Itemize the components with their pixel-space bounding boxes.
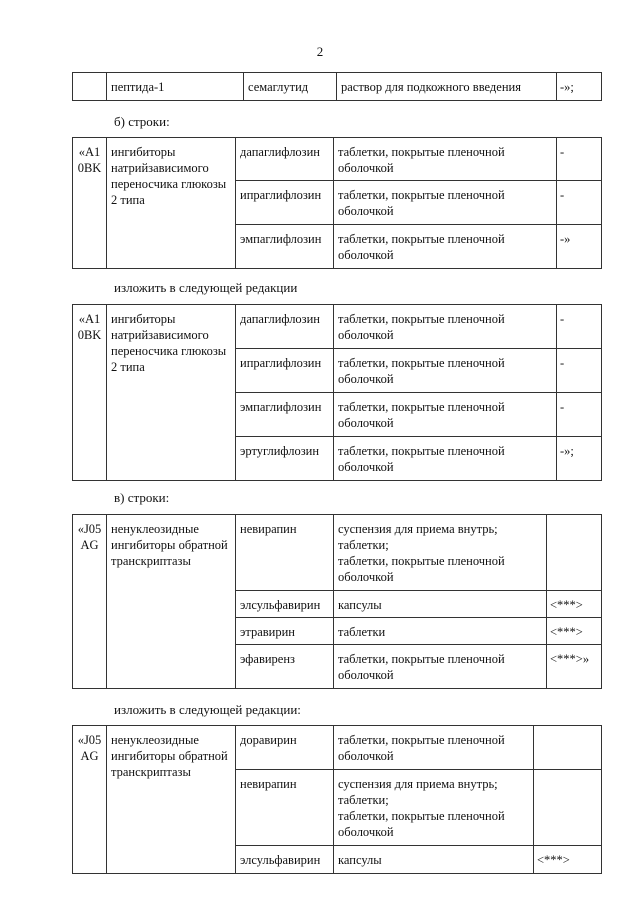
table-row [73,515,602,591]
drug-cell: эмпаглифлозин [236,225,334,269]
section-v-new-table [72,725,602,874]
drug-cell: элсульфавирин [236,591,334,618]
form-cell: таблетки, покрытые пленочной оболочкой [334,181,557,225]
drug-cell: ипраглифлозин [236,349,334,393]
drug-cell: дапаглифлозин [236,305,334,349]
form-line: таблетки, покрытые пленочной оболочкой [338,554,505,584]
section-b-new-table [72,304,602,481]
note-cell: -»; [557,73,602,101]
code-line: «J05 [77,733,102,747]
form-line: таблетки, покрытые пленочной оболочкой [338,809,505,839]
group-cell: ингибиторы натрийзависимого переносчика глюкозы 2 типа [107,138,236,269]
note-cell [547,515,602,591]
code-line: «J05 [77,522,102,536]
code-cell [73,73,107,101]
code-line: AG [80,749,99,763]
group-cell: ингибиторы натрийзависимого переносчика глюкозы 2 типа [107,305,236,481]
code-line: 0BK [77,328,102,342]
drug-cell: элсульфавирин [236,846,334,874]
form-line: капсулы [338,853,382,867]
table-row [73,726,602,770]
code-line: AG [80,538,99,552]
note-cell: -»; [557,437,602,481]
form-cell [334,515,547,591]
note-cell: <***>» [547,645,602,689]
drug-cell: невирапин [236,770,334,846]
form-line: таблетки; [338,538,389,552]
drug-cell: невирапин [236,515,334,591]
form-cell [334,591,547,618]
note-cell [534,726,602,770]
table-row [73,138,602,181]
note-cell [534,770,602,846]
note-cell: - [557,393,602,437]
form-line: таблетки; [338,793,389,807]
group-cell: ненуклеозидные ингибиторы обратной транскриптазы [107,726,236,874]
form-cell: таблетки, покрытые пленочной оболочкой [334,349,557,393]
form-cell: таблетки, покрытые пленочной оболочкой [334,138,557,181]
note-cell: <***> [534,846,602,874]
section-b-table [72,137,602,269]
note-cell: - [557,181,602,225]
form-line: таблетки, покрытые пленочной оболочкой [338,733,505,763]
form-line: таблетки [338,625,386,639]
code-cell [73,726,107,874]
section-v-heading: в) строки: [114,490,170,505]
form-line: капсулы [338,598,382,612]
form-cell: таблетки, покрытые пленочной оболочкой [334,437,557,481]
drug-cell: эртуглифлозин [236,437,334,481]
note-cell: <***> [547,591,602,618]
drug-cell: этравирин [236,618,334,645]
note-cell: - [557,349,602,393]
form-cell [334,770,534,846]
page-number: 2 [316,44,324,59]
group-cell: ненуклеозидные ингибиторы обратной транскриптазы [107,515,236,689]
form-cell [334,618,547,645]
drug-cell: семаглутид [244,73,337,101]
form-cell [334,726,534,770]
section-v-table [72,514,602,689]
table-row [73,305,602,349]
form-cell: таблетки, покрытые пленочной оболочкой [334,393,557,437]
code-cell [73,138,107,269]
continuation-table [72,72,602,101]
code-line: «A1 [78,145,101,159]
form-cell: таблетки, покрытые пленочной оболочкой [334,225,557,269]
code-line: 0BK [77,161,102,175]
group-cell: пептида-1 [107,73,244,101]
form-line: суспензия для приема внутрь; [338,522,498,536]
form-cell [334,846,534,874]
note-cell: -» [557,225,602,269]
drug-cell: эфавиренз [236,645,334,689]
drug-cell: эмпаглифлозин [236,393,334,437]
form-cell [334,645,547,689]
table-row [73,73,602,101]
form-line: таблетки, покрытые пленочной оболочкой [338,652,505,682]
section-v-new-heading: изложить в следующей редакции: [114,702,301,717]
note-cell: - [557,138,602,181]
note-cell: - [557,305,602,349]
form-cell: раствор для подкожного введения [337,73,557,101]
note-cell: <***> [547,618,602,645]
drug-cell: дапаглифлозин [236,138,334,181]
drug-cell: ипраглифлозин [236,181,334,225]
section-b-heading: б) строки: [114,114,170,129]
form-line: суспензия для приема внутрь; [338,777,498,791]
code-cell [73,305,107,481]
code-cell [73,515,107,689]
section-b-new-heading: изложить в следующей редакции [114,280,298,295]
form-cell: таблетки, покрытые пленочной оболочкой [334,305,557,349]
drug-cell: доравирин [236,726,334,770]
code-line: «A1 [78,312,101,326]
